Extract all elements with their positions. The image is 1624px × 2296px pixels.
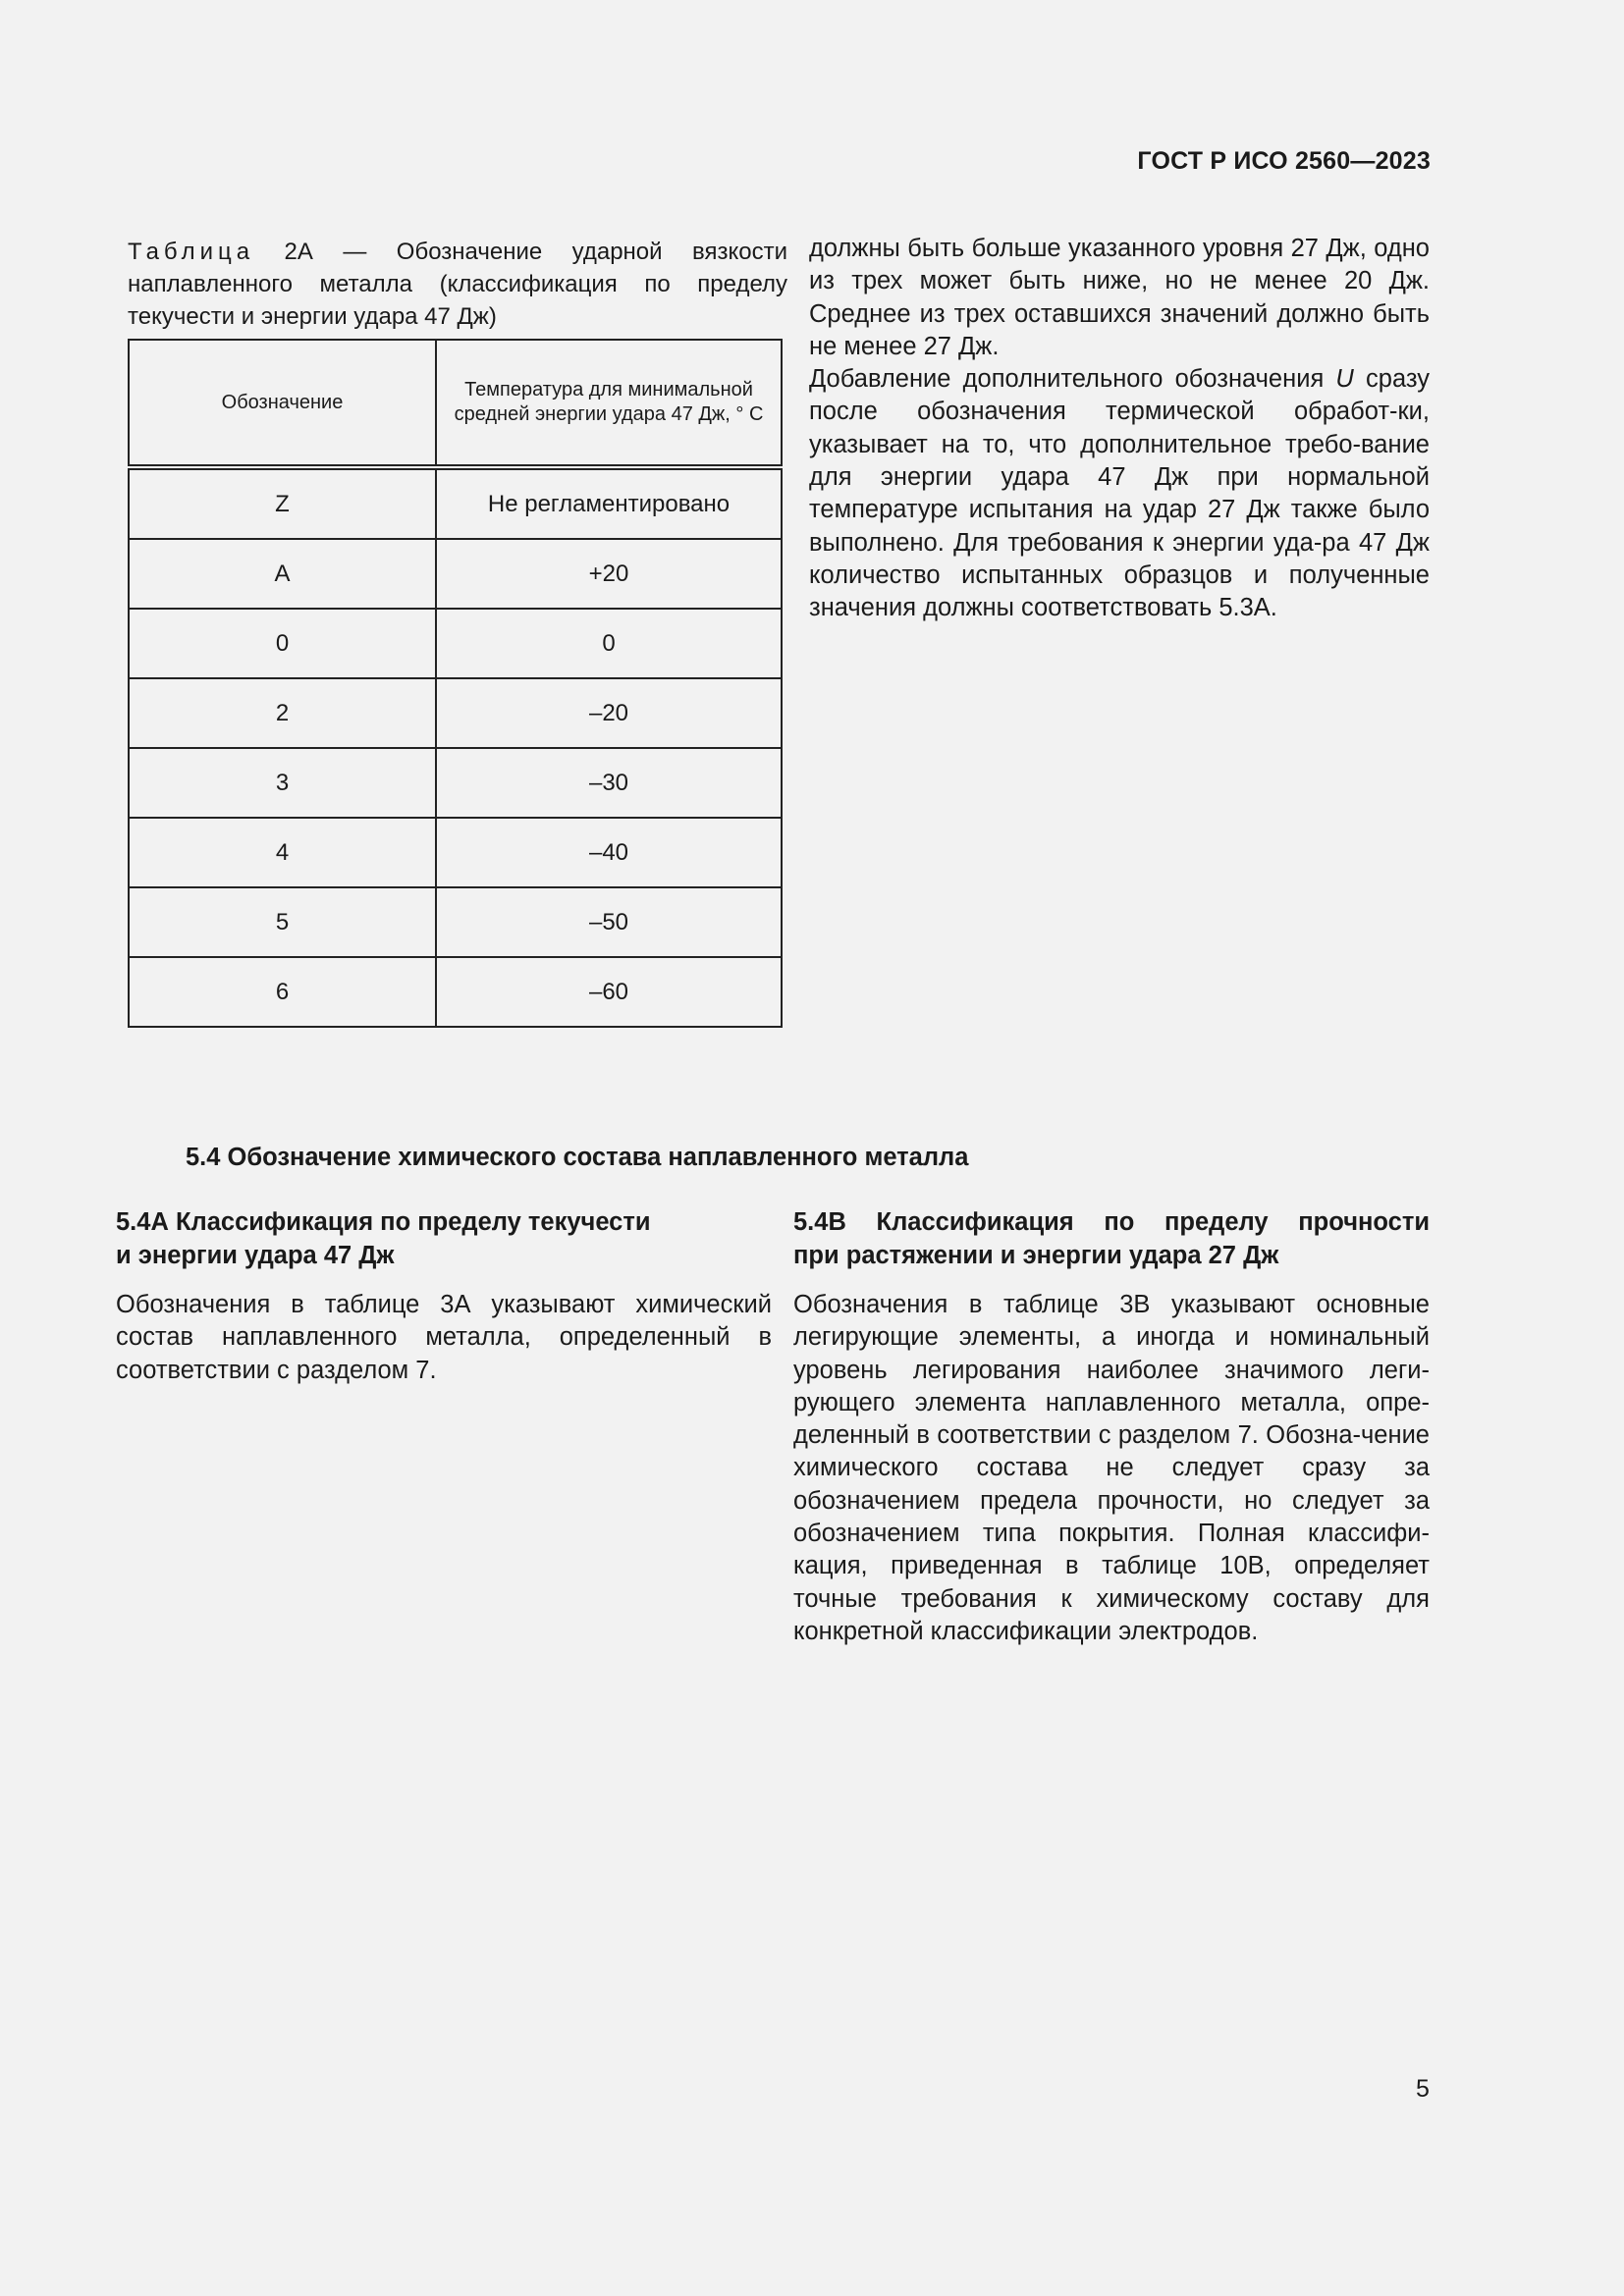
impact-toughness-table: [128, 339, 783, 1028]
subsection-b-text: Обозначения в таблице 3В указывают основные легирующие элементы, а иногда и номинальный уровень легирования наиболее значимого леги-рующего элемента наплавленного металла, опре-деленный в соответствии с разделом 7. Обозна-чение химического состава не следует сразу за обозначением предела прочности, но следует за обозначением типа покрытия. Полная классифи-кация, приведенная в таблице 10В, определяет точные требования к химическому составу для конкретной классификации электродов.: [793, 1291, 1430, 1645]
subsection-b-heading-line1: 5.4В Классификация по пределу прочности: [793, 1208, 1430, 1236]
section-title: 5.4 Обозначение химического состава наплавленного металла: [186, 1144, 969, 1171]
designation-cell: 6: [129, 957, 436, 1027]
table-row: [129, 467, 782, 539]
subsection-a-heading-line2: и энергии удара 47 Дж: [116, 1242, 395, 1269]
table-row: [129, 748, 782, 818]
page-number: 5: [1416, 2075, 1430, 2103]
table-caption-label: Таблица: [128, 239, 255, 265]
column-header-designation: Обозначение: [129, 340, 436, 467]
subsection-b-heading-line2: при растяжении и энергии удара 27 Дж: [793, 1242, 1279, 1269]
temperature-cell: –30: [436, 748, 782, 818]
table-row: [129, 887, 782, 957]
right-paragraph-2: [809, 363, 1430, 624]
table-body: [129, 467, 782, 1027]
table-row: [129, 609, 782, 678]
designation-cell: 3: [129, 748, 436, 818]
temperature-cell: –20: [436, 678, 782, 748]
subsection-a-text: Обозначения в таблице 3А указывают химический состав наплавленного металла, определенный в соответствии с разделом 7.: [116, 1291, 772, 1384]
table-row: [129, 818, 782, 887]
table-caption-text: 2А — Обозначение ударной вязкости наплавленного металла (классификация по пределу текучести и энергии удара 47 Дж): [128, 239, 787, 330]
impact-toughness-table-wrapper: [128, 339, 781, 1028]
paragraph-2-end: сразу после обозначения термической обработ-ки, указывает на то, что дополнительное требо-вание для энергии удара 47 Дж при нормальной температуре испытания на удар 27 Дж также было выполнено. Для требования к энергии уда-ра 47 Дж количество испытанных образцов и полученные значения должны соответствовать 5.3А.: [809, 365, 1430, 622]
column-header-temperature: Температура для минимальной средней энергии удара 47 Дж, ° С: [436, 340, 782, 467]
table-row: [129, 539, 782, 609]
right-paragraph-1: должны быть больше указанного уровня 27 Дж, одно из трех может быть ниже, но не менее 20 Дж. Среднее из трех оставшихся значений должно быть не менее 27 Дж.: [809, 235, 1430, 360]
temperature-cell: Не регламентировано: [436, 467, 782, 539]
table-row: [129, 678, 782, 748]
document-id-header: ГОСТ Р ИСО 2560—2023: [1137, 147, 1431, 175]
designation-cell: 5: [129, 887, 436, 957]
designation-cell: Z: [129, 467, 436, 539]
temperature-cell: 0: [436, 609, 782, 678]
temperature-cell: –60: [436, 957, 782, 1027]
table-caption: [128, 236, 787, 333]
designation-cell: 4: [129, 818, 436, 887]
designation-cell: 0: [129, 609, 436, 678]
temperature-cell: –50: [436, 887, 782, 957]
subsection-a-heading-line1: 5.4А Классификация по пределу текучести: [116, 1208, 651, 1236]
subsection-a-heading: [116, 1205, 744, 1272]
paragraph-2-start: Добавление дополнительного обозначения: [809, 365, 1336, 394]
designation-cell: 2: [129, 678, 436, 748]
designation-symbol: U: [1335, 365, 1354, 394]
temperature-cell: –40: [436, 818, 782, 887]
designation-cell: А: [129, 539, 436, 609]
subsection-b-heading: [793, 1205, 1430, 1272]
right-column-text: [809, 233, 1430, 625]
table-header-row: [129, 340, 782, 467]
temperature-cell: +20: [436, 539, 782, 609]
table-row: [129, 957, 782, 1027]
